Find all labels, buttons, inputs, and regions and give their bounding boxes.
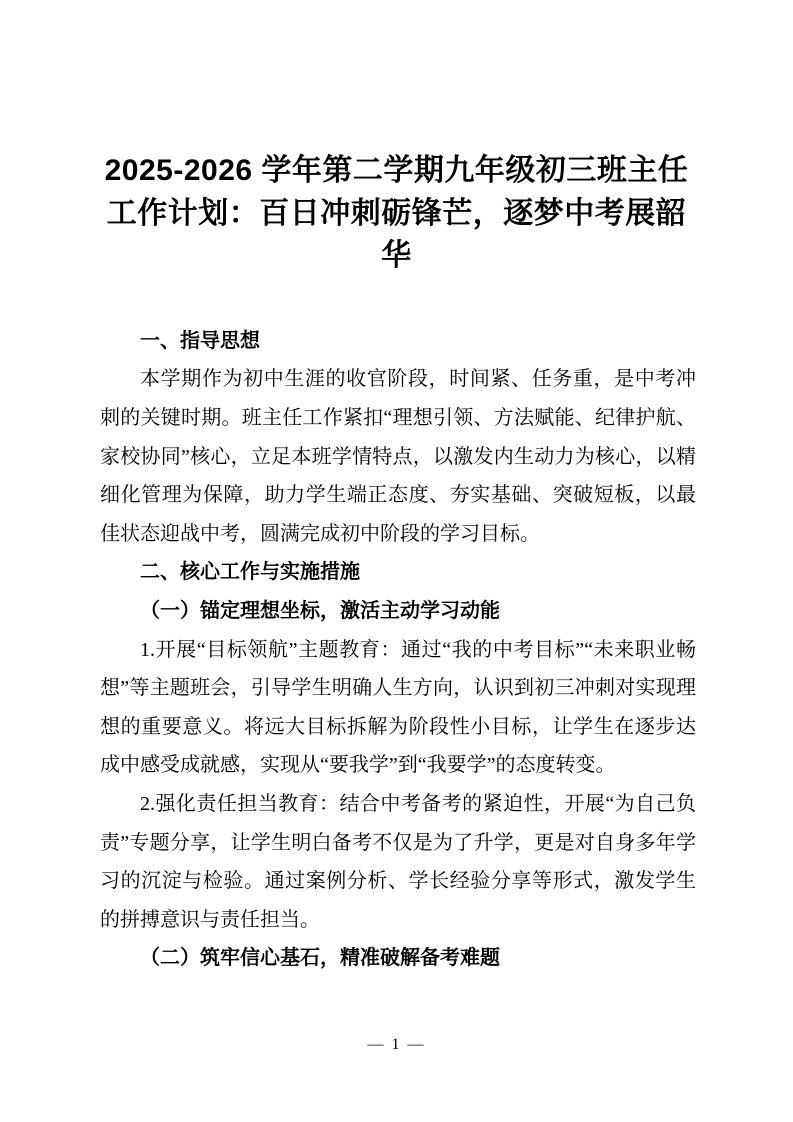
document-body (100, 322, 696, 978)
subsection-heading-ideal-anchor: （一）锚定理想坐标，激活主动学习动能 (140, 599, 500, 622)
body-paragraph: 2.强化责任担当教育：结合中考备考的紧迫性，开展“为自己负责”专题分享，让学生明白备考不仅是为了升学，更是对自身多年学习的沉淀与检验。通过案例分析、学长经验分享等形式，激发学生的拼搏意识与责任担当。 (100, 792, 696, 931)
section-heading-guiding-thought: 一、指导思想 (140, 329, 260, 352)
section-heading-core-work: 二、核心工作与实施措施 (140, 561, 360, 584)
subsection-heading-confidence-base: （二）筑牢信心基石，精准破解备考难题 (140, 947, 500, 970)
body-paragraph: 1.开展“目标领航”主题教育：通过“我的中考目标”“未来职业畅想”等主题班会，引导学生明确人生方向，认识到初三冲刺对实现理想的重要意义。将远大目标拆解为阶段性小目标，让学生在逐步达成中感受成就感，实现从“要我学”到“我要学”的态度转变。 (100, 638, 696, 777)
page-footer (0, 1036, 793, 1054)
document-title: 2025-2026 学年第二学期九年级初三班主任工作计划：百日冲刺砺锋芒，逐梦中考展韶华 (104, 154, 689, 273)
page-number: — 1 — (367, 1036, 426, 1053)
body-paragraph: 本学期作为初中生涯的收官阶段，时间紧、任务重，是中考冲刺的关键时期。班主任工作紧扣“理想引领、方法赋能、纪律护航、家校协同”核心，立足本班学情特点，以激发内生动力为核心，以精细化管理为保障，助力学生端正态度、夯实基础、突破短板，以最佳状态迎战中考，圆满完成初中阶段的学习目标。 (100, 368, 696, 545)
